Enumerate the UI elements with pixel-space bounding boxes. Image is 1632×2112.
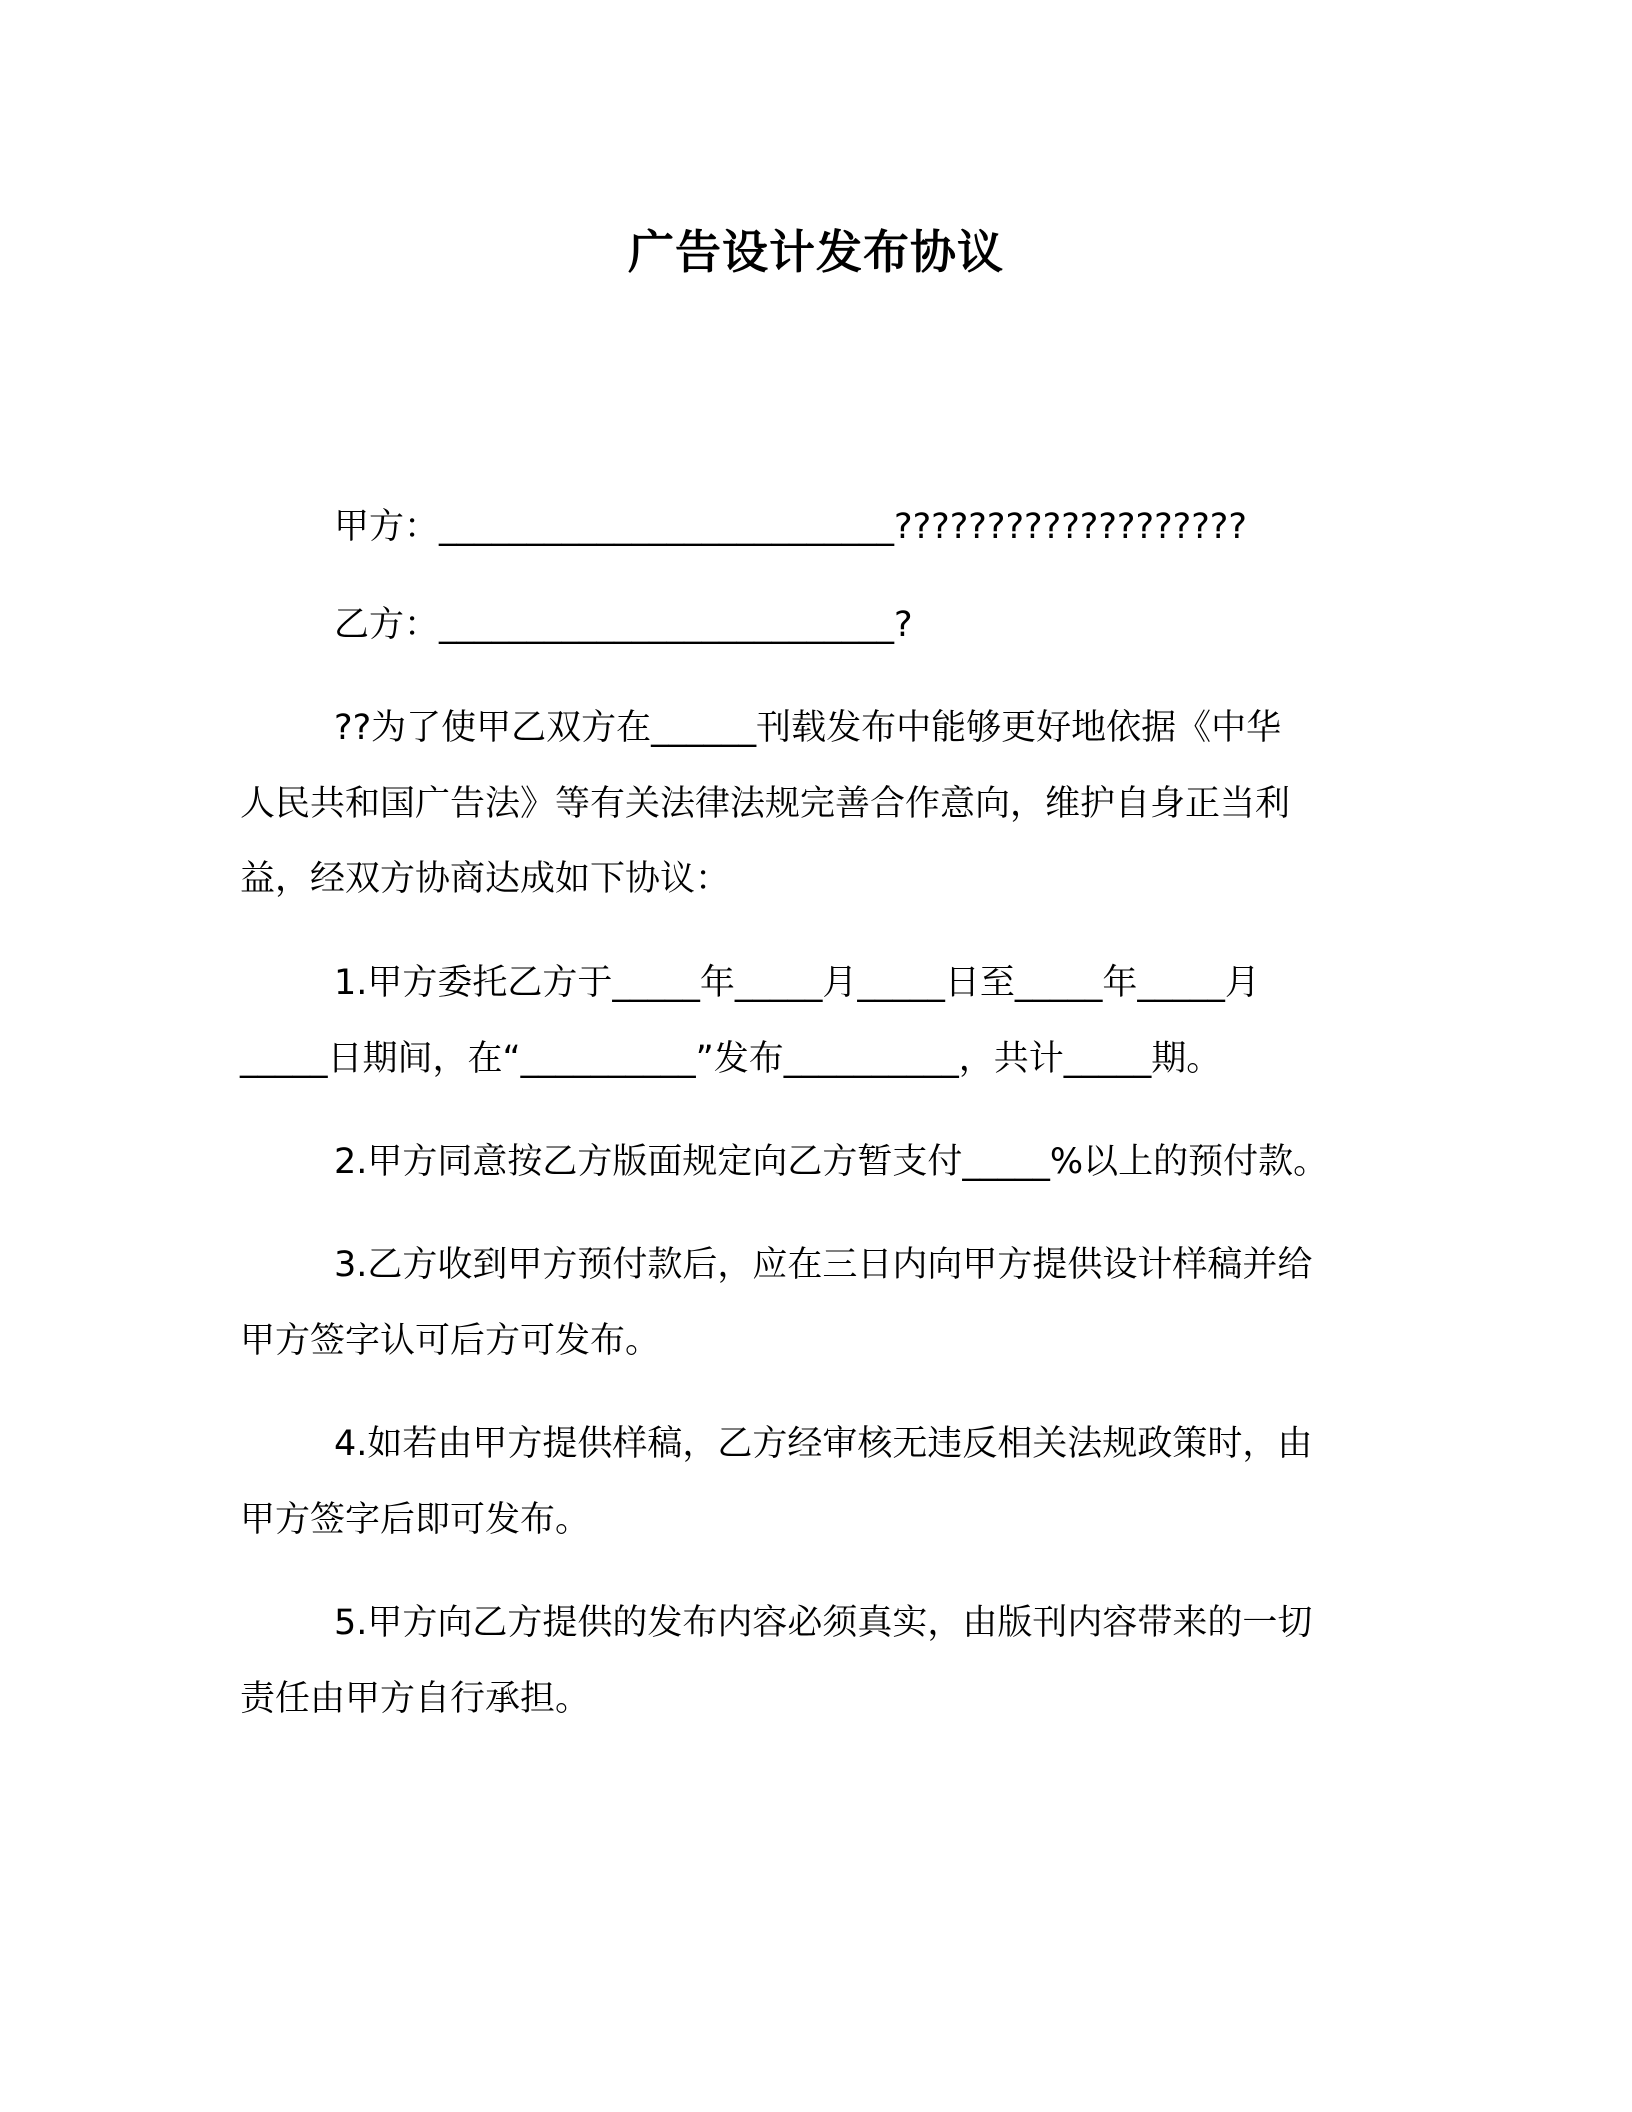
clause-4-line-2: 甲方签字后即可发布。 (240, 1500, 591, 1540)
clause-2-line-1: 2.甲方同意按乙方版面规定向乙方暂支付_____%以上的预付款。 (334, 1142, 1329, 1182)
intro-line-1: ??为了使甲乙双方在______刊载发布中能够更好地依据《中华 (334, 708, 1282, 748)
intro-line-3: 益，经双方协商达成如下协议： (240, 859, 731, 899)
clause-5-line-2: 责任由甲方自行承担。 (240, 1679, 591, 1719)
intro-line-2: 人民共和国广告法》等有关法律法规完善合作意向，维护自身正当利 (240, 784, 1291, 824)
clause-5-line-1: 5.甲方向乙方提供的发布内容必须真实，由版刊内容带来的一切 (334, 1603, 1313, 1643)
document-title: 广告设计发布协议 (628, 225, 1004, 279)
clause-4-line-1: 4.如若由甲方提供样稿，乙方经审核无违反相关法规政策时，由 (334, 1424, 1313, 1464)
clause-3-line-1: 3.乙方收到甲方预付款后，应在三日内向甲方提供设计样稿并给 (334, 1245, 1313, 1285)
party-a-line: 甲方：__________________________??????????????????? (334, 507, 1247, 547)
clause-1-line-1: 1.甲方委托乙方于_____年_____月_____日至_____年_____月 (334, 963, 1260, 1003)
clause-3-line-2: 甲方签字认可后方可发布。 (240, 1321, 661, 1361)
clause-1-line-2: _____日期间，在“__________”发布__________，共计_____期。 (240, 1039, 1222, 1079)
party-b-line: 乙方：__________________________? (334, 605, 913, 645)
